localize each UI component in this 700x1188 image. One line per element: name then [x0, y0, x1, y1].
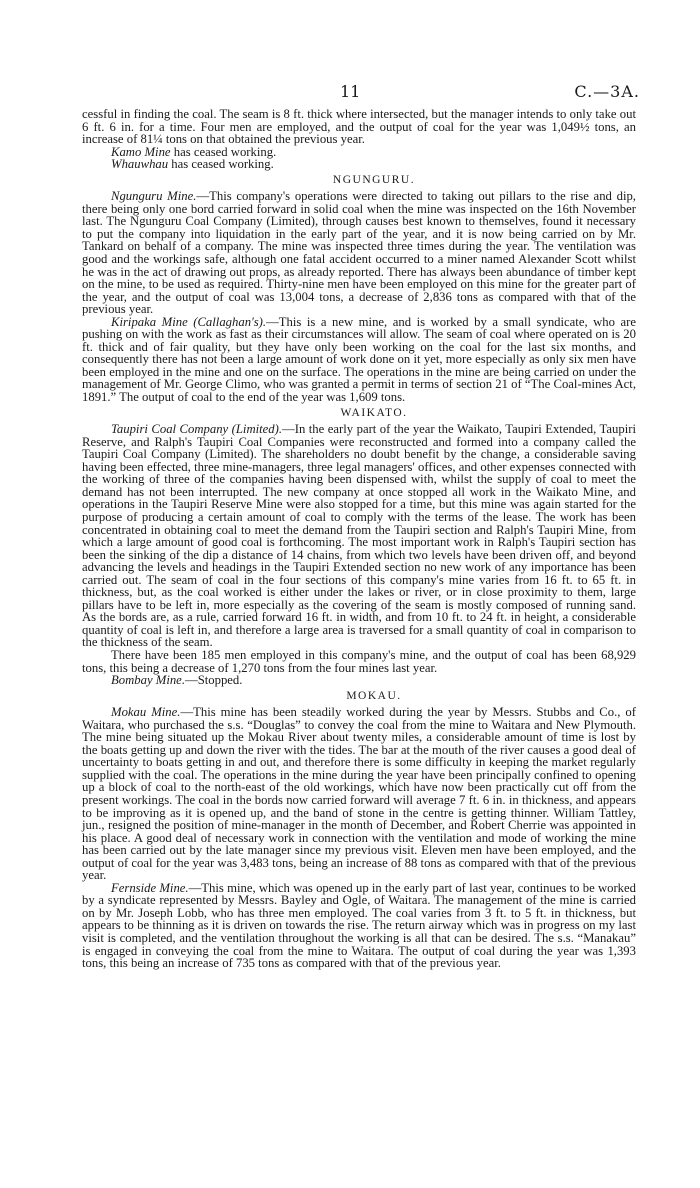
mine-title: Kamo Mine — [111, 144, 171, 159]
paragraph-text: has ceased working. — [168, 157, 274, 172]
page-header — [0, 82, 700, 102]
section-heading-waikato: WAIKATO. — [340, 406, 408, 419]
section-heading-ngunguru: NGUNGURU. — [332, 173, 416, 186]
document-body — [82, 108, 636, 970]
paragraph-text: —This mine, which was opened up in the early part of last year, continues to be worked by a syndicate represented by Messrs. Bayley and Ogle, of Waitara. The management of the mine is carried on by Mr. Joseph Lobb, who has three men employed. The coal varies from 3 ft. to 5 ft. in thickness, but appears to be thinning as it is driven on towards the rise. The return airway which was in progress on my last visit is completed, and the ventilation throughout the working is all that can be desired. The s.s. “Manakau” is engaged in conveying the coal from the mine to Waitara. The output of coal during the year was 1,393 tons, this being an increase of 735 tons as compared with that of the previous year. — [82, 880, 637, 971]
mine-title: Whauwhau — [111, 157, 169, 172]
mine-title: Mokau Mine. — [111, 705, 181, 720]
paragraph-whauwhau — [82, 158, 636, 171]
paragraph-bombay — [82, 674, 636, 687]
mine-title: Fernside Mine. — [111, 880, 189, 895]
paragraph-text: —This company's operations were directed to taking out pillars to the rise and dip, there being only one bord carried forward in solid coal when the mine was inspected on the 16th November last. The Ngunguru Coal Company (Limited), through causes best known to themselves, found it necessary to put the company into liquidation in the early part of the year, and it is now being carried on by Mr. Tankard on behalf of a company. The mine was inspected three times during the year. The ventilation was good and the workings safe, although one fatal accident occurred to a miner named Alexander Scott whilst he was in the act of drawing out props, as already reported. There has always been abundance of timber kept on the mine, to be used as required. Thirty-nine men have been employed on this mine for the greater part of the year, and the output of coal was 13,004 tons, a decrease of 2,836 tons as compared with that of the previous year. — [82, 189, 636, 317]
paragraph-text: has ceased working. — [170, 144, 277, 159]
paragraph-continuation: cessful in finding the coal. The seam is 8 ft. thick where intersected, but the manager intends to only take out 6 ft. 6 in. for a time. Four men are employed, and the output of coal for the year was 1,049½ tons, an increase of 81¼ tons on that obtained the previous year. — [82, 107, 636, 147]
paragraph-taupiri-output: There have been 185 men employed in this company's mine, and the output of coal has been 68,929 tons, this being a decrease of 1,270 tons from the four mines last year. — [82, 647, 636, 675]
paragraph-taupiri — [82, 423, 636, 649]
paragraph-mokau — [82, 706, 636, 882]
paragraph-kiripaka — [82, 316, 636, 404]
mine-title: Bombay Mine. — [111, 673, 185, 688]
document-reference: C.—3A. — [574, 82, 640, 101]
paragraph-text: —Stopped. — [185, 673, 243, 688]
paragraph-text: —This mine has been steadily worked during the year by Messrs. Stubbs and Co., of Waitara, who purchased the s.s. “Douglas” to convey the coal from the mine to Waitara and New Plymouth. The mine being situated up the Mokau River about twenty miles, a considerable amount of time is lost by the boats getting up and down the river with the tides. The bar at the mouth of the river causes a good deal of uncertainty to boats getting in and out, and therefore there is some difficulty in keeping the market regularly supplied with the coal. The operations in the mine during the year have been principally confined to opening up a block of coal to the north-east of the old workings, which have now been practically cut off from the present workings. The coal in the bords now carried forward will average 7 ft. 6 in. in thickness, and appears to be improving as it is opened up, and the band of stone in the centre is getting thinner. William Tattley, jun., resigned the position of mine-manager in the month of December, and Robert Cherrie was appointed in his place. A good deal of necessary work in connection with the ventilation and mode of working the mine has been carried out by the late manager since my previous visit. Eleven men have been employed, and the output of coal for the year was 3,483 tons, being an increase of 88 tons as compared with that of the previous year. — [82, 705, 636, 883]
paragraph-ngunguru — [82, 190, 636, 315]
paragraph-text: —This is a new mine, and is worked by a small syndicate, who are pushing on with the work as fast as their circumstances will allow. The seam of coal where operated on is 20 ft. thick and of fair quality, but they have only been working on the coal for the last six months, and consequently there has not been a large amount of work done on it yet, more especially as only six men have been employed in the mine and one on the surface. The operations in the mine are being carried on under the management of Mr. George Climo, who was granted a permit in terms of section 21 of “The Coal-mines Act, 1891.” The output of coal to the end of the year was 1,609 tons. — [82, 314, 637, 405]
paragraph-fernside — [82, 882, 636, 970]
mine-title: Kiripaka Mine (Callaghan's). — [111, 314, 267, 329]
mine-title: Taupiri Coal Company (Limited). — [111, 422, 283, 437]
section-heading-mokau: MOKAU. — [346, 689, 402, 702]
page-number: 11 — [340, 82, 361, 101]
paragraph-text: —In the early part of the year the Waikato, Taupiri Extended, Taupiri Reserve, and Ralph's Taupiri Coal Companies were reconstructed and formed into a company called the Taupiri Coal Company (Limited). The shareholders no doubt benefit by the change, a considerable saving having been effected, three mine-managers, three legal managers' offices, and other expenses connected with the working of three of the companies having been dispensed with, whilst the supply of coal to meet the demand has not been interrupted. The new company at once stopped all work in the Waikato Mine, and operations in the Taupiri Reserve Mine were also stopped for a time, but this mine was again started for the purpose of producing a certain amount of coal to comply with the terms of the lease. The work has been concentrated in obtaining coal to meet the demand from the Taupiri section and Ralph's Taupiri Mine, from which a large amount of good coal is forthcoming. The most important work in Ralph's Taupiri section has been the sinking of the dip a distance of 14 chains, from which two levels have been driven off, and beyond advancing the levels and headings in the Taupiri Extended section no new work of any importance has been carried out. The seam of coal in the four sections of this company's mine varies from 16 ft. to 65 ft. in thickness, but, as the coal worked is either under the lakes or river, or in close proximity to them, large pillars have to be left in, more especially as the covering of the seam is mostly composed of running sand. As the bords are, as a rule, carried forward 16 ft. in width, and from 10 ft. to 24 ft. in height, a considerable quantity of coal is left in, and therefore a large area is traversed for a small quantity of coal in comparison to the thickness of the seam. — [82, 422, 636, 650]
mine-title: Ngunguru Mine. — [111, 189, 197, 204]
